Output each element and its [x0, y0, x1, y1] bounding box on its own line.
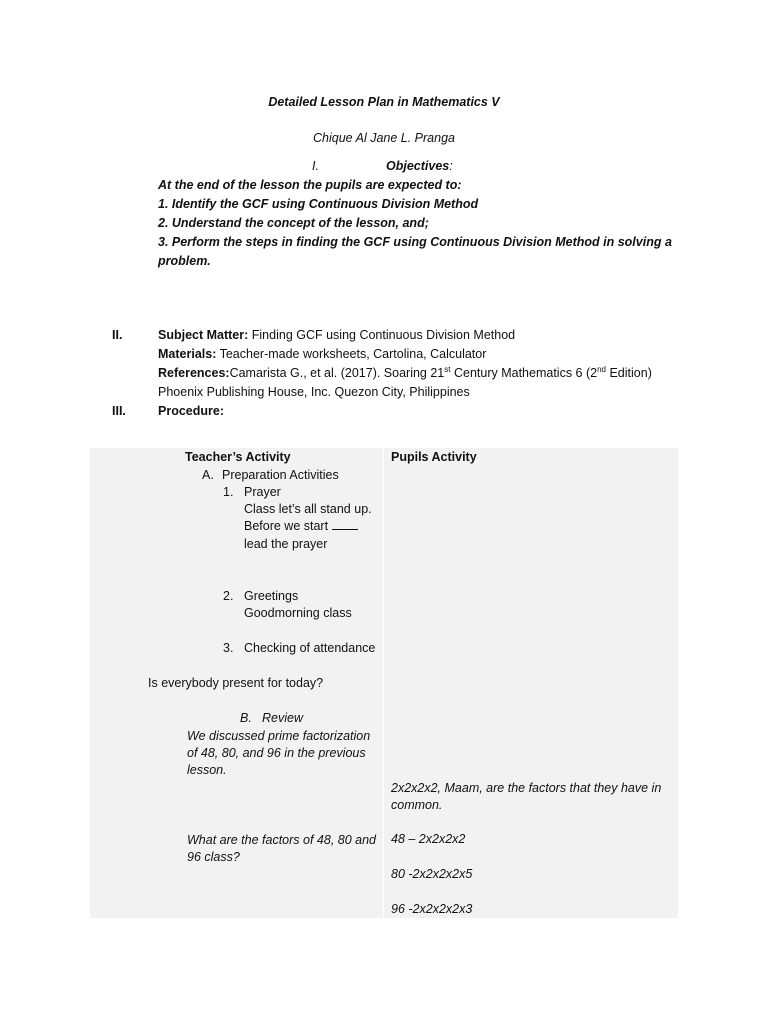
- review-letter: B.: [240, 711, 252, 725]
- factors-question: What are the factors of 48, 80 and 96 class?: [187, 833, 377, 864]
- pupil-factor-96: 96 -2x2x2x2x3: [391, 902, 473, 916]
- procedure-numeral: III.: [112, 404, 126, 418]
- column-divider: [383, 448, 384, 918]
- pupil-factor-48: 48 – 2x2x2x2: [391, 832, 466, 846]
- prayer-label: Prayer: [244, 485, 281, 499]
- references-text-b: Century Mathematics 6 (2: [450, 366, 598, 380]
- prayer-line: lead the prayer: [244, 537, 328, 551]
- references-sup-a: st: [444, 364, 451, 374]
- activity-table: [90, 448, 678, 918]
- objectives-heading-text: Objectives: [386, 159, 450, 173]
- review-text: We discussed prime factorization of 48, 80, and 96 in the previous lesson.: [187, 729, 371, 777]
- pupil-answer: 2x2x2x2, Maam, are the factors that they have in common.: [391, 781, 662, 812]
- objective-item: 1. Identify the GCF using Continuous Division Method: [158, 197, 479, 211]
- objective-item: 3. Perform the steps in finding the GCF using Continuous Division Method in solving a: [158, 235, 672, 249]
- attendance-number: 3.: [223, 641, 234, 655]
- procedure-label: Procedure:: [158, 404, 224, 418]
- references-text-c: Edition): [606, 366, 652, 380]
- objectives-numeral: I.: [312, 159, 319, 173]
- references-line-2: Phoenix Publishing House, Inc. Quezon City, Philippines: [158, 385, 470, 399]
- review-label: Review: [262, 711, 303, 725]
- greetings-label: Greetings: [244, 589, 299, 603]
- prep-activities-label: Preparation Activities: [222, 468, 339, 482]
- pupil-factor-80: 80 -2x2x2x2x5: [391, 867, 473, 881]
- objective-item-continued: problem.: [158, 254, 211, 268]
- blank-line: [332, 528, 358, 530]
- materials-value: Teacher-made worksheets, Cartolina, Calculator: [216, 347, 487, 361]
- attendance-label: Checking of attendance: [244, 641, 376, 655]
- prayer-line: Class let’s all stand up.: [244, 502, 372, 516]
- references-label: References:: [158, 366, 230, 380]
- prayer-line: [244, 519, 358, 533]
- references-line: [158, 366, 652, 380]
- references-sup-b: nd: [597, 364, 606, 374]
- attendance-question: Is everybody present for today?: [148, 676, 324, 690]
- references-text-a: Camarista G., et al. (2017). Soaring 21: [229, 366, 445, 380]
- prayer-line-text: Before we start: [244, 519, 329, 533]
- objectives-heading: [386, 159, 453, 173]
- subject-matter-label: Subject Matter:: [158, 328, 249, 342]
- objective-item: 2. Understand the concept of the lesson, and;: [158, 216, 429, 230]
- materials-label: Materials:: [158, 347, 217, 361]
- objectives-heading-colon: :: [449, 159, 453, 173]
- objectives-intro: At the end of the lesson the pupils are expected to:: [158, 178, 462, 192]
- subject-matter-numeral: II.: [112, 328, 123, 342]
- greetings-number: 2.: [223, 589, 234, 603]
- author-name: Chique Al Jane L. Pranga: [313, 131, 455, 145]
- subject-matter-value: Finding GCF using Continuous Division Method: [248, 328, 516, 342]
- prayer-number: 1.: [223, 485, 234, 499]
- materials-line: [158, 347, 486, 361]
- pupils-activity-header: Pupils Activity: [391, 450, 477, 464]
- subject-matter-line: [158, 328, 515, 342]
- document-title: Detailed Lesson Plan in Mathematics V: [268, 95, 500, 109]
- teacher-activity-header: Teacher’s Activity: [185, 450, 291, 464]
- prep-letter: A.: [202, 468, 214, 482]
- greetings-line: Goodmorning class: [244, 606, 352, 620]
